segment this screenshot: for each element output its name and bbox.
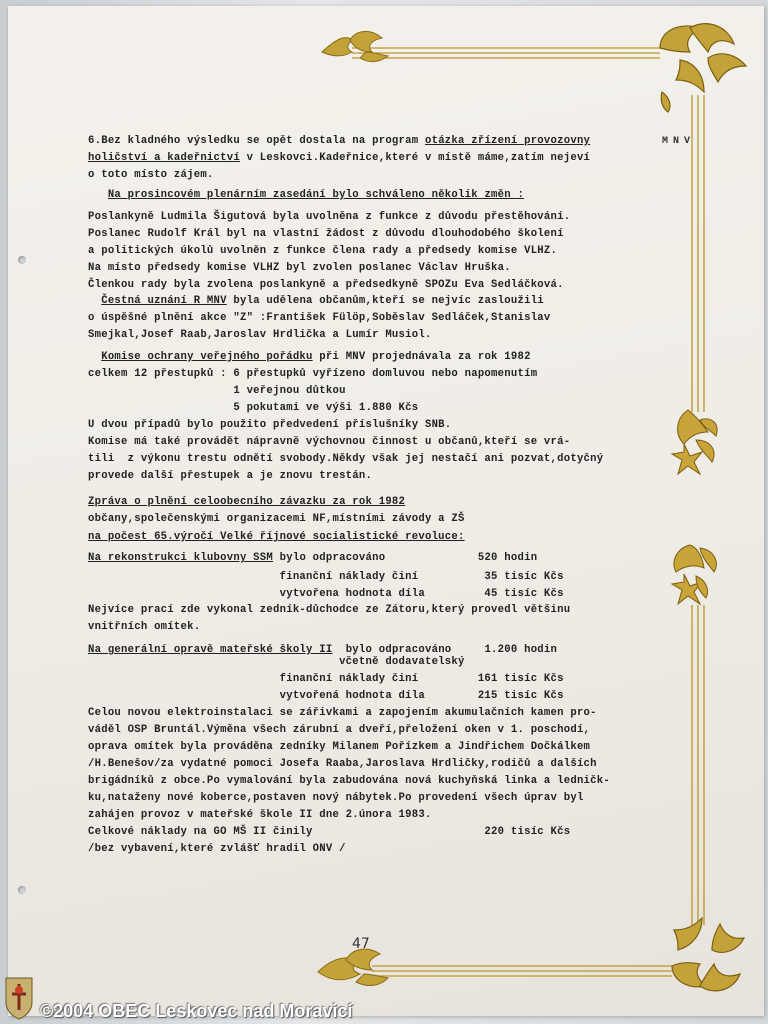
line-text: finanční náklady činí 35 tisíc Kčs [88, 571, 564, 583]
page-number: 47 [352, 936, 370, 952]
line-text: váděl OSP Bruntál.Výměna všech zárubní a dveří,přeložení oken v 1. poschodí, [88, 724, 591, 736]
line-text: U dvou případů bylo použito předvedení příslušníky SNB. [88, 419, 452, 431]
document-line [88, 452, 603, 466]
line-text: oprava omítek byla prováděna zedníky Milanem Pořízkem a Jindřichem Dočkálkem [88, 741, 591, 753]
document-body [88, 0, 648, 1000]
line-text: bylo odpracováno 1.200 hodin [332, 644, 558, 656]
line-text: /bez vybavení,které zvlášť hradil ONV / [88, 843, 346, 855]
line-text: celkem 12 přestupků : 6 přestupků vyřízeno domluvou nebo napomenutím [88, 368, 538, 380]
line-text: brigádníků z obce.Po vymalování byla zabudována nová kuchyňská linka a ledničk- [88, 775, 610, 787]
document-line [88, 689, 564, 703]
copyright-footer: ©2004 OBEC Leskovec nad Moravicí [40, 1001, 353, 1021]
document-line [88, 401, 418, 415]
line-text: Smejkal,Josef Raab,Jaroslav Hrdlička a Lumír Musiol. [88, 329, 432, 341]
line-text: Na místo předsedy komise VLHZ byl zvolen poslanec Václav Hruška. [88, 262, 511, 274]
right-mid-ornament-lower [672, 545, 716, 604]
line-text [88, 189, 108, 201]
document-line [88, 210, 570, 224]
underlined-heading-text: Na generální opravě mateřské školy II [88, 644, 333, 656]
line-text: Celou novou elektroinstalaci se zářivkami a zapojením akumulačních kamen pro- [88, 707, 597, 719]
document-line [88, 774, 610, 788]
document-line [88, 672, 564, 686]
document-line [88, 655, 465, 669]
document-line [88, 261, 511, 275]
document-line [88, 244, 557, 258]
document-line [88, 384, 346, 398]
document-line [88, 328, 432, 342]
document-line [88, 294, 544, 308]
line-text: Členkou rady byla zvolena poslankyně a předsedkyně SPOZu Eva Sedláčková. [88, 279, 564, 291]
line-text: Komise má také provádět nápravně výchovnou činnost u občanů,kteří se vrá- [88, 436, 571, 448]
document-line [88, 469, 372, 483]
line-text: 1 veřejnou důtkou [88, 385, 346, 397]
line-text: provede další přestupek a je znovu trestán. [88, 470, 373, 482]
document-line [88, 723, 590, 737]
line-text [88, 295, 101, 307]
line-text: při MNV projednávala za rok 1982 [312, 351, 531, 363]
underlined-heading-text: Čestná uznání R MNV [101, 295, 227, 307]
document-line [88, 151, 590, 165]
line-text: Nejvíce prací zde vykonal zedník-důchodce ze Zátoru,který provedl většinu [88, 604, 571, 616]
document-line [88, 530, 465, 544]
document-line [88, 435, 570, 449]
municipal-coat-of-arms-icon [4, 976, 34, 1020]
document-line [88, 188, 524, 202]
line-text: vnitřních omítek. [88, 621, 201, 633]
mnv-margin-mark: MNV [662, 136, 696, 147]
document-line [88, 134, 590, 148]
underlined-heading-text: Na prosincovém plenárním zasedání bylo schváleno několik změn : [107, 189, 525, 201]
line-text: Celkové náklady na GO MŠ II činily 220 tisíc Kčs [88, 826, 571, 838]
document-line [88, 495, 405, 509]
document-line [88, 791, 584, 805]
top-right-corner-ornament [660, 24, 746, 112]
document-line [88, 740, 590, 754]
document-line [88, 227, 564, 241]
document-line [88, 842, 346, 856]
line-text: o úspěšné plnění akce "Z" :František Fülöp,Soběslav Sedláček,Stanislav [88, 312, 551, 324]
underlined-heading-text: Na rekonstrukci klubovny SSM [88, 552, 274, 564]
underlined-heading-text: holičství a kadeřnictví [88, 152, 240, 164]
document-line [88, 587, 564, 601]
line-text: bylo odpracováno 520 hodin [273, 552, 538, 564]
document-line [88, 620, 200, 634]
document-line [88, 350, 531, 364]
line-text: byla udělena občanům,kteří se nejvíc zasloužili [226, 295, 544, 307]
line-text: tili z výkonu trestu odnětí svobody.Někdy však jej nestačí ani pozvat,dotyčný [88, 453, 604, 465]
line-text: 5 pokutami ve výši 1.880 Kčs [88, 402, 419, 414]
document-line [88, 570, 564, 584]
document-line [88, 808, 432, 822]
document-line [88, 603, 570, 617]
line-text: vytvořená hodnota díla 215 tisíc Kčs [88, 690, 564, 702]
line-text: 6.Bez kladného výsledku se opět dostala na program [88, 135, 425, 147]
right-mid-ornament-upper [672, 410, 717, 474]
document-line [88, 418, 451, 432]
line-text: Poslanec Rudolf Král byl na vlastní žádost z důvodu dlouhodobého školení [88, 228, 564, 240]
line-text: v Leskovci.Kadeřnice,které v místě máme,zatím nejeví [239, 152, 591, 164]
bottom-right-corner-ornament [672, 918, 744, 991]
document-line [88, 825, 570, 839]
line-text: Poslankyně Ludmila Šigutová byla uvolněna z funkce z důvodu přestěhování. [88, 211, 571, 223]
document-line [88, 278, 564, 292]
line-text: finanční náklady činí 161 tisíc Kčs [88, 673, 564, 685]
document-line [88, 512, 465, 526]
line-text: vytvořena hodnota díla 45 tisíc Kčs [88, 588, 564, 600]
document-line [88, 706, 597, 720]
document-line [88, 757, 597, 771]
line-text [88, 351, 101, 363]
line-text: včetně dodavatelský [88, 656, 465, 668]
line-text: zahájen provoz v mateřské škole II dne 2.února 1983. [88, 809, 432, 821]
line-text: a politických úkolů uvolněn z funkce člena rady a předsedy komise VLHZ. [88, 245, 558, 257]
line-text: /H.Benešov/za vydatné pomoci Josefa Raaba,Jaroslava Hrdličky,rodičů a dalších [88, 758, 597, 770]
document-line [88, 168, 214, 182]
underlined-heading-text: Zpráva o plnění celoobecního závazku za rok 1982 [88, 496, 406, 508]
line-text: občany,společenskými organizacemi NF,místními závody a ZŠ [88, 513, 465, 525]
document-line [88, 551, 537, 565]
document-line [88, 311, 551, 325]
line-text: ku,nataženy nové koberce,postaven nový nábytek.Po provedení všech úprav byl [88, 792, 584, 804]
line-text: o toto místo zájem. [88, 169, 214, 181]
underlined-heading-text: otázka zřízení provozovny [424, 135, 591, 147]
underlined-heading-text: Komise ochrany veřejného pořádku [101, 351, 313, 363]
document-line [88, 367, 537, 381]
underlined-heading-text: na počest 65.výročí Velké říjnové socialistické revoluce: [88, 531, 465, 543]
